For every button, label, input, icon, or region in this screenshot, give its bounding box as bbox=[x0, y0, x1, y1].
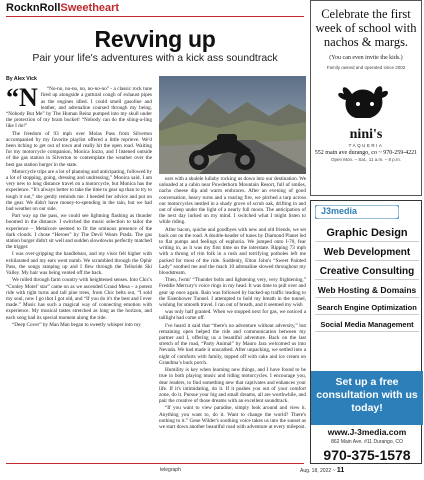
j3media-logo bbox=[315, 205, 399, 219]
article-paragraph: Humility is key when learning new things, and I have found to be true in both playing music and riding motorcycles. I encourage you, dear readers, to find something new that captivates and enhances your life. If it's intimidating, do it. If it pushes you out of your comfort zone, do it. Pursue your big and small dreams, all are worthwhile, and pair the creative of those dreams with an excellent soundtrack. bbox=[159, 367, 306, 405]
subhead: Pair your life's adventures with a kick ass soundtrack bbox=[32, 52, 278, 64]
article-paragraph: Then, Jwmi’ “Thunder bolts and lightening very, very frightening,” Freddie Mercury's voice rings in my head. It was time to pull over and gear up once again. Rain was followed by backed-up traffic leading to the Eisenhower Tunnel. I attempted to hold my breath in the tunnel, wishing for smooth travel. I ran out of breath, and it seemed my wish bbox=[159, 277, 306, 309]
service-item: Web Development bbox=[315, 245, 419, 261]
article-paragraph: “No-no, no-no, no, no-no-no” - a classic rock tune fired up alongside a guttural cough of exhaust pipes as the engines idled. I could smell gasoline and leather, and adrenaline coursed through my being. “Nobody But Me” by The Human Beinz pumped into my skull under the protection of my brain bucket! “Nobody can do the shing-a-ling like I do!” bbox=[6, 86, 152, 130]
j3-services-list bbox=[315, 225, 419, 335]
ninis-logo-name: nini's bbox=[349, 127, 383, 142]
headline: Revving up bbox=[94, 26, 216, 52]
issue-date: Aug. 18, 2022 ~ bbox=[300, 468, 336, 474]
ad-ninis-note: Family owned and operated since 2002 bbox=[326, 65, 406, 70]
top-rule bbox=[6, 16, 304, 17]
j3-cta-banner[interactable]: Set up a free consultation with us today! bbox=[311, 371, 423, 425]
article-paragraph: was only half granted. When we stopped next for gas, we noticed a taillight had come off. bbox=[159, 309, 306, 322]
ad-ninis-address: 552 main ave durango, co ~ 970-259-4221 bbox=[314, 150, 418, 156]
j3-website-link[interactable]: www.J-3media.com bbox=[327, 427, 407, 437]
article-paragraph: Part way up the pass, we could see lightning flashing as thunder boomed in the distance. I switched the music selection to tailor the experience – Metalcore seemed to fit the ominous presence of the dark clouds. I chose “Heroes” by The Devil Wears Prada. The gas station burger didn't sit well and sudden slowdowns perfectly matched the trigger. bbox=[6, 213, 152, 251]
service-item: Social Media Management bbox=[315, 318, 419, 332]
ad-ninis-headline: Celebrate the first week of school with nachos & margs. bbox=[315, 7, 417, 49]
service-item: Web Hosting & Domains bbox=[315, 283, 419, 298]
service-item: Search Engine Optimization bbox=[315, 301, 419, 315]
ad-j3media[interactable] bbox=[310, 200, 422, 464]
section-label bbox=[6, 2, 119, 14]
publication-name: telegraph bbox=[160, 467, 181, 473]
article-paragraph: The freedom of 93 mph over Molas Pass from Silverton accompanied by my favorite playlist offered a little reprieve. We'd been itching to get out of town and really hit the open road. Waiting for my motorcycle companion, Monica Iozzo, and I listened outside of the gas station in Silverton to contemplate the weather over the best gas station burger in the state. bbox=[6, 130, 152, 168]
article-paragraph: I was over-gripping the handlebars, and my visor felt higher with exhilarated and my ears went numb. We scrambled through the Ophir Pass, the songs ramping up and I flew through the Telluride Ski Valley. My hair was being vented off the back. bbox=[6, 251, 152, 277]
drop-cap: “N bbox=[6, 83, 38, 113]
motorcycle-photo-illustration bbox=[159, 76, 306, 174]
page-number: 11 bbox=[336, 467, 345, 474]
article-paragraph: After bacon, quiche and goodbyes with new and old friends, we set back out on the road. A double-header of tunes by Diamond Planet led to flat pumps and feelings of euphoria. We jumped onto I-70, fear writing in, as it was my first time on the interstate. Ripping 73 mph with a throng of rim folk in a rush and terrifying potholes left me packed for most of the ride. Suddenly, Elton John's “Sweet Painted Lady” soothed me and the mach 10 adrenaline slowed throughout my bloodstream. bbox=[159, 226, 306, 277]
j3-phone[interactable]: 970-375-1578 bbox=[323, 447, 411, 463]
j3-address: 862 Main Ave. #11 Durango, CO bbox=[331, 439, 403, 445]
byline: By Alex Vick bbox=[6, 76, 37, 82]
service-item: Graphic Design bbox=[315, 225, 419, 242]
section-label-suffix: Sweetheart bbox=[60, 2, 120, 14]
ad-ninis-subtext: (You can even invite the kids.) bbox=[329, 55, 403, 61]
article-paragraph: Motorcycle trips are a lot of planning and anticipating, followed by a lot of stopping, going, dressing and undressing,” Monica said. I am very new to long distance travel on a motorcycle, but Monica has the experience. “It's always better to take the time to gear up than to try to tough it out,” she gently reminds me. I heeded her advice and put on the gear. We didn't have money-to-spending in the rain, but we had bad weather on our side. bbox=[6, 168, 152, 213]
ad-ninis-hours: Open Mon. – Sat., 11 a.m. – 8 p.m. bbox=[331, 157, 401, 162]
ninis-logo-sub: TAQUERIA bbox=[348, 143, 384, 148]
article-paragraph: “Deep Cover” by Man Man began to sweetly whisper into my bbox=[12, 321, 141, 328]
j3media-logo-text: J3media bbox=[321, 206, 358, 216]
article-paragraph: We rolled through farm country with heightened senses. Into Chic's “Conley Motel’ star” came on as we ascended Grand Mesa – a potent ride with tight turns and tall pine trees, from Chic belts out, “I sold my soul, now I go thot I got old, and “If you do it's the best and I ever made.” Music has such a magical way of connecting emotion with experience. My musical tastes stretched as long as the horizon, and each song had its special moment along the ride. bbox=[6, 277, 152, 321]
article-paragraph: I've heard it said that “there's no adventure without adversity,” but remaining open helped the ride and communication between my partner and I, offering us a beautiful adventure. Back on the last stretch of the road, “Party Animal” by Mauro Jara welcomed us into Nevada. We had made it unscathed. After unpacking, we settled into a night of comforts with family, topped off with cake and ice cream on Grandma’s back porch. bbox=[159, 322, 306, 366]
ad-ninis-taqueria[interactable] bbox=[310, 0, 422, 196]
article-paragraph: ears with a skulele lullaby rocking us down into our destination. We unloaded at a cabin near Powderhorn Mountain Resort, full of smiles, nacho cheese dip and warm embraces. After an evening of good conversation, heavy turns and a roaring fire, we pitched a tarp across our motorcycles nestled in a shady grove of scrub oak, drifting in and out of sleep under the light of a nearly full moon. The anticipation of the next day lurked on my mind. I switched what I might listen to while riding. bbox=[159, 176, 306, 226]
article-paragraph: “If you want to view paradise, simply look around and view it. Anything you want to, do it. Want to change the world? There's nothing to it.” Gene Wilder's soothing voice takes us into the sunset as we start down another beautiful road with adventure at every milepost. bbox=[159, 405, 306, 430]
section-label-prefix: RocknRoll bbox=[6, 2, 61, 14]
footer-rule bbox=[6, 463, 304, 464]
ninis-logo bbox=[326, 74, 406, 133]
article-column-1 bbox=[6, 76, 152, 329]
service-item: Creative Consulting bbox=[315, 264, 419, 280]
article-column-2 bbox=[159, 176, 306, 431]
bull-icon bbox=[326, 74, 406, 128]
page-footer bbox=[300, 467, 344, 474]
motorcycle-photo bbox=[159, 76, 306, 174]
